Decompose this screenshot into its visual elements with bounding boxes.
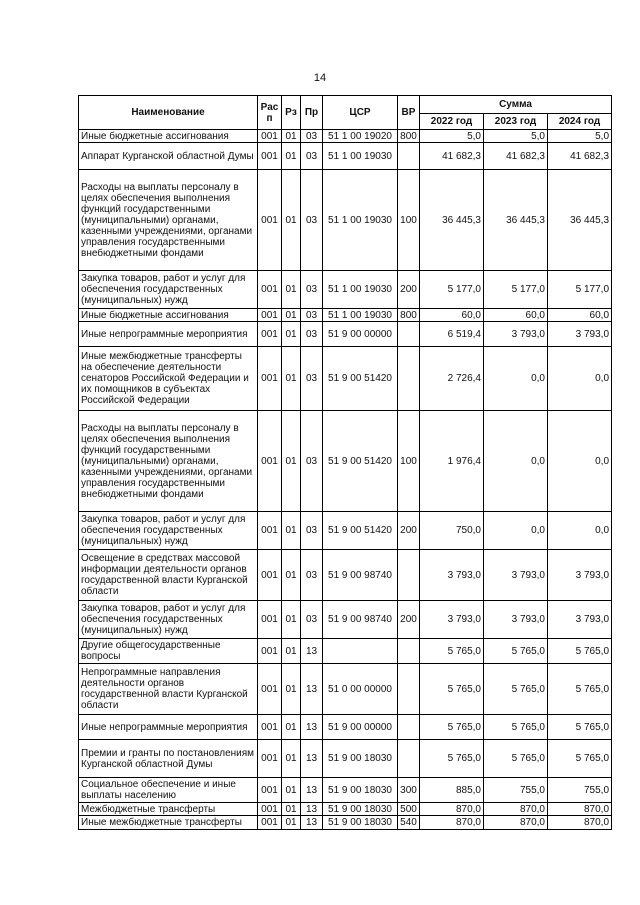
cell-vr: 200 <box>398 512 420 550</box>
cell-2024: 36 445,3 <box>548 170 612 271</box>
cell-2024: 5 765,0 <box>548 664 612 715</box>
cell-2024: 3 793,0 <box>548 550 612 601</box>
cell-2023: 5 765,0 <box>484 715 548 740</box>
cell-rz: 01 <box>282 170 301 271</box>
cell-ras: 001 <box>258 143 282 170</box>
table-row <box>79 271 612 309</box>
cell-rz: 01 <box>282 322 301 347</box>
table-row <box>79 512 612 550</box>
cell-2023: 5,0 <box>484 130 548 143</box>
cell-csr: 51 9 00 51420 <box>323 347 398 411</box>
cell-ras: 001 <box>258 309 282 322</box>
cell-csr: 51 9 00 98740 <box>323 601 398 639</box>
budget-table <box>78 95 612 830</box>
cell-rz: 01 <box>282 143 301 170</box>
cell-name: Межбюджетные трансферты <box>79 803 258 816</box>
cell-name: Иные межбюджетные трансферты на обеспечение деятельности сенаторов Российской Федерации и их помощников в субъектах Российской Федерации <box>79 347 258 411</box>
cell-2022: 3 793,0 <box>420 601 484 639</box>
table-row <box>79 170 612 271</box>
cell-pr: 13 <box>301 778 323 803</box>
cell-rz: 01 <box>282 816 301 830</box>
cell-2024: 5 765,0 <box>548 715 612 740</box>
cell-2023: 5 765,0 <box>484 639 548 664</box>
cell-pr: 13 <box>301 639 323 664</box>
cell-ras: 001 <box>258 778 282 803</box>
cell-2024: 755,0 <box>548 778 612 803</box>
cell-2024: 5 765,0 <box>548 639 612 664</box>
table-row <box>79 778 612 803</box>
cell-2024: 3 793,0 <box>548 322 612 347</box>
cell-rz: 01 <box>282 347 301 411</box>
cell-pr: 03 <box>301 309 323 322</box>
cell-2022: 3 793,0 <box>420 550 484 601</box>
header-vr: ВР <box>398 96 420 130</box>
cell-pr: 03 <box>301 322 323 347</box>
cell-2022: 5 765,0 <box>420 740 484 778</box>
cell-name: Иные бюджетные ассигнования <box>79 130 258 143</box>
cell-rz: 01 <box>282 778 301 803</box>
table-row <box>79 601 612 639</box>
cell-ras: 001 <box>258 816 282 830</box>
table-row <box>79 309 612 322</box>
cell-vr: 500 <box>398 803 420 816</box>
cell-2022: 5 177,0 <box>420 271 484 309</box>
cell-2024: 5,0 <box>548 130 612 143</box>
cell-pr: 03 <box>301 170 323 271</box>
table-row <box>79 130 612 143</box>
cell-2023: 0,0 <box>484 512 548 550</box>
cell-rz: 01 <box>282 639 301 664</box>
cell-2023: 60,0 <box>484 309 548 322</box>
cell-name: Иные бюджетные ассигнования <box>79 309 258 322</box>
cell-csr: 51 1 00 19030 <box>323 143 398 170</box>
cell-csr: 51 9 00 18030 <box>323 816 398 830</box>
table-row <box>79 816 612 830</box>
cell-2022: 1 976,4 <box>420 411 484 512</box>
cell-vr: 100 <box>398 170 420 271</box>
cell-name: Иные непрограммные мероприятия <box>79 715 258 740</box>
cell-csr: 51 9 00 51420 <box>323 411 398 512</box>
table-row <box>79 740 612 778</box>
cell-2022: 5 765,0 <box>420 664 484 715</box>
cell-ras: 001 <box>258 639 282 664</box>
cell-vr <box>398 664 420 715</box>
cell-2024: 41 682,3 <box>548 143 612 170</box>
cell-2024: 60,0 <box>548 309 612 322</box>
cell-name: Непрограммные направления деятельности органов государственной власти Курганской области <box>79 664 258 715</box>
cell-vr: 540 <box>398 816 420 830</box>
cell-ras: 001 <box>258 347 282 411</box>
cell-csr: 51 9 00 00000 <box>323 322 398 347</box>
cell-name: Расходы на выплаты персоналу в целях обеспечения выполнения функций государственными (муниципальными) органами, казенными учреждениями, органами управления государственными внебюджетными фондами <box>79 170 258 271</box>
header-ras: Рас п <box>258 96 282 130</box>
cell-vr: 200 <box>398 601 420 639</box>
cell-ras: 001 <box>258 803 282 816</box>
cell-name: Социальное обеспечение и иные выплаты населению <box>79 778 258 803</box>
cell-csr <box>323 639 398 664</box>
cell-rz: 01 <box>282 803 301 816</box>
cell-2022: 6 519,4 <box>420 322 484 347</box>
cell-vr <box>398 715 420 740</box>
cell-2023: 5 765,0 <box>484 740 548 778</box>
cell-2023: 5 177,0 <box>484 271 548 309</box>
cell-rz: 01 <box>282 512 301 550</box>
cell-ras: 001 <box>258 271 282 309</box>
cell-pr: 03 <box>301 143 323 170</box>
cell-ras: 001 <box>258 322 282 347</box>
cell-2023: 36 445,3 <box>484 170 548 271</box>
cell-ras: 001 <box>258 550 282 601</box>
cell-vr: 300 <box>398 778 420 803</box>
cell-2022: 36 445,3 <box>420 170 484 271</box>
cell-rz: 01 <box>282 740 301 778</box>
cell-2022: 2 726,4 <box>420 347 484 411</box>
cell-name: Закупка товаров, работ и услуг для обеспечения государственных (муниципальных) нужд <box>79 512 258 550</box>
cell-pr: 03 <box>301 271 323 309</box>
cell-name: Расходы на выплаты персоналу в целях обеспечения выполнения функций государственными (муниципальными) органами, казенными учреждениями, органами управления государственными внебюджетными фондами <box>79 411 258 512</box>
header-csr: ЦСР <box>323 96 398 130</box>
cell-2023: 41 682,3 <box>484 143 548 170</box>
cell-vr <box>398 639 420 664</box>
table-row <box>79 411 612 512</box>
cell-vr: 800 <box>398 309 420 322</box>
cell-rz: 01 <box>282 271 301 309</box>
cell-rz: 01 <box>282 715 301 740</box>
cell-pr: 13 <box>301 715 323 740</box>
cell-2022: 5,0 <box>420 130 484 143</box>
cell-2023: 870,0 <box>484 803 548 816</box>
cell-2024: 5 177,0 <box>548 271 612 309</box>
cell-vr <box>398 347 420 411</box>
table-row <box>79 322 612 347</box>
cell-pr: 13 <box>301 816 323 830</box>
cell-2022: 870,0 <box>420 803 484 816</box>
cell-rz: 01 <box>282 664 301 715</box>
cell-2022: 41 682,3 <box>420 143 484 170</box>
cell-vr <box>398 740 420 778</box>
cell-2024: 0,0 <box>548 347 612 411</box>
cell-pr: 13 <box>301 740 323 778</box>
cell-2023: 0,0 <box>484 347 548 411</box>
cell-2022: 870,0 <box>420 816 484 830</box>
cell-csr: 51 9 00 18030 <box>323 740 398 778</box>
cell-name: Иные непрограммные мероприятия <box>79 322 258 347</box>
cell-rz: 01 <box>282 550 301 601</box>
table-row <box>79 803 612 816</box>
cell-2023: 3 793,0 <box>484 550 548 601</box>
header-rz: Рз <box>282 96 301 130</box>
table-row <box>79 715 612 740</box>
cell-pr: 13 <box>301 803 323 816</box>
cell-2024: 870,0 <box>548 803 612 816</box>
cell-2023: 0,0 <box>484 411 548 512</box>
cell-2022: 885,0 <box>420 778 484 803</box>
cell-2024: 0,0 <box>548 411 612 512</box>
cell-vr <box>398 143 420 170</box>
table-row <box>79 550 612 601</box>
cell-vr: 800 <box>398 130 420 143</box>
cell-pr: 03 <box>301 411 323 512</box>
cell-ras: 001 <box>258 601 282 639</box>
cell-csr: 51 9 00 18030 <box>323 803 398 816</box>
cell-2024: 0,0 <box>548 512 612 550</box>
cell-rz: 01 <box>282 309 301 322</box>
cell-ras: 001 <box>258 130 282 143</box>
cell-pr: 03 <box>301 130 323 143</box>
cell-pr: 13 <box>301 664 323 715</box>
cell-2024: 870,0 <box>548 816 612 830</box>
header-pr: Пр <box>301 96 323 130</box>
cell-name: Премии и гранты по постановлениям Курганской областной Думы <box>79 740 258 778</box>
cell-vr <box>398 550 420 601</box>
cell-csr: 51 1 00 19020 <box>323 130 398 143</box>
cell-vr: 200 <box>398 271 420 309</box>
cell-rz: 01 <box>282 411 301 512</box>
header-name: Наименование <box>79 96 258 130</box>
cell-ras: 001 <box>258 512 282 550</box>
cell-2023: 3 793,0 <box>484 322 548 347</box>
cell-pr: 03 <box>301 512 323 550</box>
cell-rz: 01 <box>282 130 301 143</box>
cell-2023: 870,0 <box>484 816 548 830</box>
header-sum: Сумма <box>420 96 612 114</box>
cell-csr: 51 1 00 19030 <box>323 170 398 271</box>
cell-csr: 51 9 00 98740 <box>323 550 398 601</box>
table-row <box>79 664 612 715</box>
cell-2022: 5 765,0 <box>420 715 484 740</box>
cell-csr: 51 9 00 51420 <box>323 512 398 550</box>
cell-name: Другие общегосударственные вопросы <box>79 639 258 664</box>
cell-name: Закупка товаров, работ и услуг для обеспечения государственных (муниципальных) нужд <box>79 271 258 309</box>
cell-name: Закупка товаров, работ и услуг для обеспечения государственных (муниципальных) нужд <box>79 601 258 639</box>
cell-2023: 5 765,0 <box>484 664 548 715</box>
cell-2023: 3 793,0 <box>484 601 548 639</box>
cell-2022: 60,0 <box>420 309 484 322</box>
cell-ras: 001 <box>258 664 282 715</box>
cell-ras: 001 <box>258 170 282 271</box>
cell-pr: 03 <box>301 347 323 411</box>
cell-rz: 01 <box>282 601 301 639</box>
cell-ras: 001 <box>258 411 282 512</box>
cell-name: Освещение в средствах массовой информации деятельности органов государственной власти Курганской области <box>79 550 258 601</box>
cell-2024: 5 765,0 <box>548 740 612 778</box>
header-year-2022: 2022 год <box>420 114 484 130</box>
cell-vr <box>398 322 420 347</box>
cell-2022: 750,0 <box>420 512 484 550</box>
cell-2023: 755,0 <box>484 778 548 803</box>
header-year-2024: 2024 год <box>548 114 612 130</box>
cell-csr: 51 1 00 19030 <box>323 271 398 309</box>
page-number: 14 <box>313 72 327 84</box>
cell-csr: 51 0 00 00000 <box>323 664 398 715</box>
header-year-2023: 2023 год <box>484 114 548 130</box>
cell-ras: 001 <box>258 740 282 778</box>
cell-csr: 51 9 00 00000 <box>323 715 398 740</box>
cell-2024: 3 793,0 <box>548 601 612 639</box>
cell-vr: 100 <box>398 411 420 512</box>
cell-pr: 03 <box>301 601 323 639</box>
cell-csr: 51 9 00 18030 <box>323 778 398 803</box>
table-row <box>79 639 612 664</box>
cell-ras: 001 <box>258 715 282 740</box>
table-row <box>79 143 612 170</box>
table-row <box>79 347 612 411</box>
cell-pr: 03 <box>301 550 323 601</box>
cell-name: Иные межбюджетные трансферты <box>79 816 258 830</box>
cell-2022: 5 765,0 <box>420 639 484 664</box>
cell-name: Аппарат Курганской областной Думы <box>79 143 258 170</box>
cell-csr: 51 1 00 19030 <box>323 309 398 322</box>
